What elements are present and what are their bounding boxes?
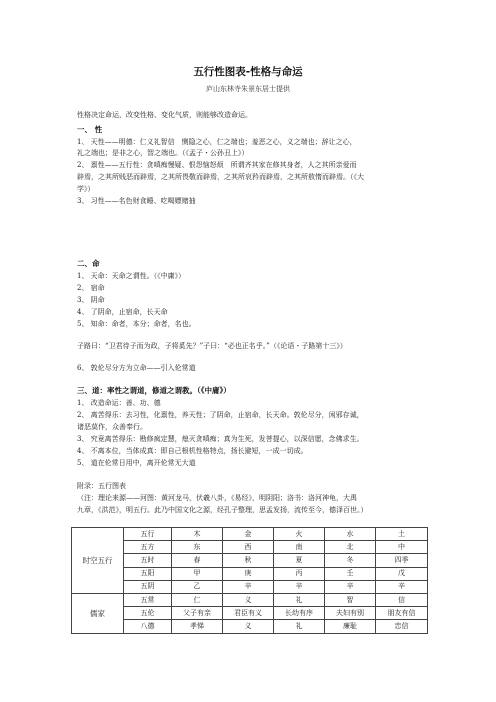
section-3-heading: 三、道：率性之谓道，修道之谓教。（《中庸》） (77, 386, 231, 395)
table-cell: 廉耻 (325, 620, 376, 633)
table-row (72, 567, 428, 580)
analects-quote: 子路曰：“卫君待子而为政，子将奚先？”子曰：“必也正名乎。”（《论语・子路第十三》） (77, 342, 347, 350)
section-1-line: 学》） (77, 185, 95, 193)
section-2-line: 2、 宿命 (77, 284, 105, 292)
group-label: 时空五行 (72, 528, 124, 594)
table-cell: 五伦 (124, 607, 172, 620)
table-row (72, 541, 428, 554)
section-2-line: 6、 敦伦尽分方为立命——引入伦常道 (77, 364, 196, 372)
table-cell: 仁 (172, 593, 223, 606)
table-cell: 夏 (274, 554, 325, 567)
table-cell: 庚 (223, 567, 274, 580)
table-cell: 父子有亲 (172, 607, 223, 620)
table-cell: 北 (325, 541, 376, 554)
table-cell: 壬 (325, 567, 376, 580)
table-cell: 辛 (376, 580, 428, 593)
table-cell: 秋 (223, 554, 274, 567)
table-cell: 戊 (376, 567, 428, 580)
table-cell: 木 (172, 528, 223, 541)
appendix-note: （注：理论来源——河图：黄河龙马，伏羲八卦，《易经》，明阴阳；洛书：洛河神龟，大禹 (77, 494, 357, 502)
section-2-heading: 二、命 (77, 259, 100, 268)
section-1-heading: 一、 性 (77, 125, 103, 134)
appendix-note: 九章，《洪范》，明五行。此乃中国文化之源，经孔子整理，思孟发扬，流传至今，德泽百世。） (77, 506, 368, 514)
page-title: 五行性图表-性格与命运 (193, 66, 303, 78)
table-cell: 辛 (223, 580, 274, 593)
table-cell: 五方 (124, 541, 172, 554)
table-cell: 南 (274, 541, 325, 554)
section-1-line: 1、 天性——明德：仁义礼智信 恻隐之心，仁之端也；羞恶之心，义之端也；辞让之心， (77, 138, 357, 146)
five-elements-table (71, 527, 428, 634)
table-row (72, 620, 428, 633)
table-cell: 甲 (172, 567, 223, 580)
section-1-line: 2、 禀性——五行性：贪嗔痴慢疑、恨怨恼怒烦 所谓齐其家在修其身者，人之其所亲爱而 (77, 161, 357, 169)
table-row (72, 607, 428, 620)
table-cell: 丙 (274, 567, 325, 580)
table-cell: 五时 (124, 554, 172, 567)
table-cell: 礼 (274, 620, 325, 633)
table-cell: 四季 (376, 554, 428, 567)
table-cell: 冬 (325, 554, 376, 567)
section-1-line: 辟焉，之其所贱恶而辟焉，之其所畏敬而辟焉，之其所哀矜而辟焉，之其所敖惰而辟焉。（《大 (77, 173, 364, 181)
table-cell: 土 (376, 528, 428, 541)
intro-paragraph: 性格决定命运，改变性格、变化气质，则能够改造命运。 (77, 111, 252, 119)
table-cell: 礼 (274, 593, 325, 606)
group-label: 儒家 (72, 593, 124, 633)
section-1-line: 3、 习性——名色财食睡、吃喝嫖赌抽 (77, 197, 196, 205)
table-cell: 朋友有信 (376, 607, 428, 620)
page-subtitle: 庐山东林寺朱景东居士提供 (206, 85, 290, 93)
section-2-line: 4、 了阴命，止宿命，长天命 (77, 308, 168, 316)
table-cell: 春 (172, 554, 223, 567)
section-2-line: 1、 天命：天命之谓性。（《中庸》） (77, 272, 186, 280)
section-3-line: 5、 道在伦常日用中，离开伦常无大道 (77, 459, 196, 467)
section-1-line: 礼之端也；是非之心，智之端也。（《孟子・公孙丑上》） (77, 149, 249, 157)
table-cell: 五阴 (124, 580, 172, 593)
table-cell: 长幼有序 (274, 607, 325, 620)
table-cell: 火 (274, 528, 325, 541)
table-cell: 辛 (274, 580, 325, 593)
table-cell: 八德 (124, 620, 172, 633)
section-2-line: 3、 阴命 (77, 296, 105, 304)
table-row (72, 554, 428, 567)
section-3-line: 2、 离苦得乐：去习性，化禀性，养天性；了阴命，止宿命，长天命。敦伦尽分，闲邪存诚， (77, 411, 364, 419)
section-3-line: 4、 不离本位，当体成真：即自己根机性格特点，扬长避短，一成一切成。 (77, 447, 308, 455)
table-cell: 西 (223, 541, 274, 554)
table-cell: 君臣有义 (223, 607, 274, 620)
table-row (72, 593, 428, 606)
table-cell: 忠信 (376, 620, 428, 633)
table-cell: 五阳 (124, 567, 172, 580)
table-row (72, 580, 428, 593)
table-cell: 智 (325, 593, 376, 606)
table-cell: 夫妇有别 (325, 607, 376, 620)
table-cell: 水 (325, 528, 376, 541)
section-3-line: 1、 改造命运：善、功、德 (77, 399, 161, 407)
table-cell: 孝悌 (172, 620, 223, 633)
table-cell: 东 (172, 541, 223, 554)
table-cell: 中 (376, 541, 428, 554)
section-2-line: 5、 知命：命者，本分；命者，名也。 (77, 320, 196, 328)
table-row (72, 528, 428, 541)
table-cell: 义 (223, 593, 274, 606)
table-cell: 信 (376, 593, 428, 606)
table-cell: 金 (223, 528, 274, 541)
section-3-line: 诸恶莫作，众善奉行。 (77, 423, 147, 431)
table-cell: 义 (223, 620, 274, 633)
table-cell: 五常 (124, 593, 172, 606)
table-cell: 五行 (124, 528, 172, 541)
table-cell: 乙 (172, 580, 223, 593)
appendix-title: 附录：五行图表 (77, 482, 126, 490)
section-3-line: 3、 究竟离苦得乐：勘修疯定慧，熄灭贪嗔痴；真为生死，发菩提心，以深信愿，念佛求生。 (77, 435, 364, 443)
table-cell: 辛 (325, 580, 376, 593)
